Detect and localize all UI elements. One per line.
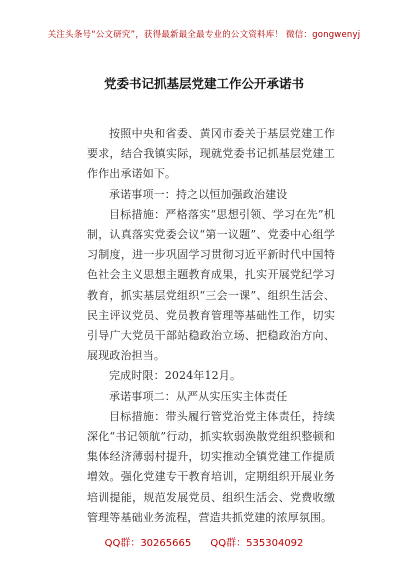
footer <box>0 534 408 549</box>
document-body <box>87 124 335 528</box>
top-banner: 关注头条号“公文研究”，获得最新最全最专业的公文资料库！ 微信：gongwenyj <box>47 30 361 40</box>
footer-qq-group-1: QQ群：30265665 <box>104 538 192 549</box>
footer-qq-group-2: QQ群：535304092 <box>210 538 304 549</box>
commitment-1-measures: 目标措施：严格落实“思想引领、学习在先”机制，认真落实党委会议“第一议题”、党委中心组学习制度，进一步巩固学习贯彻习近平新时代中国特色社会主义思想主题教育成果，扎实开展党纪学习教育，抓实基层党组织“三会一课”、组织生活会、民主评议党员、党员教育管理等基础性工作，切实引导广大党员干部站稳政治立场、把稳政治方向、展现政治担当。 <box>87 207 335 363</box>
commitment-2-heading: 承诺事项二：从严从实压实主体责任 <box>109 389 288 403</box>
commitment-1-deadline: 完成时限：2024年12月。 <box>109 369 242 383</box>
document-title: 党委书记抓基层党建工作公开承诺书 <box>103 76 304 91</box>
intro-paragraph: 按照中央和省委、黄冈市委关于基层党建工作要求，结合我镇实际，现就党委书记抓基层党建工作作出承诺如下。 <box>87 127 335 181</box>
commitment-1-heading: 承诺事项一：持之以恒加强政治建设 <box>109 187 288 201</box>
commitment-2-measures: 目标措施：带头履行管党治党主体责任，持续深化“书记领航”行动，抓实软弱涣散党组织整顿和集体经济薄弱村提升，切实推动全镇党建工作提质增效。强化党建专干教育培训，定期组织开展业务培训提能，规范发展党员、组织生活会、党费收缴管理等基础业务流程，营造共抓党建的浓厚氛围。 <box>87 409 335 524</box>
